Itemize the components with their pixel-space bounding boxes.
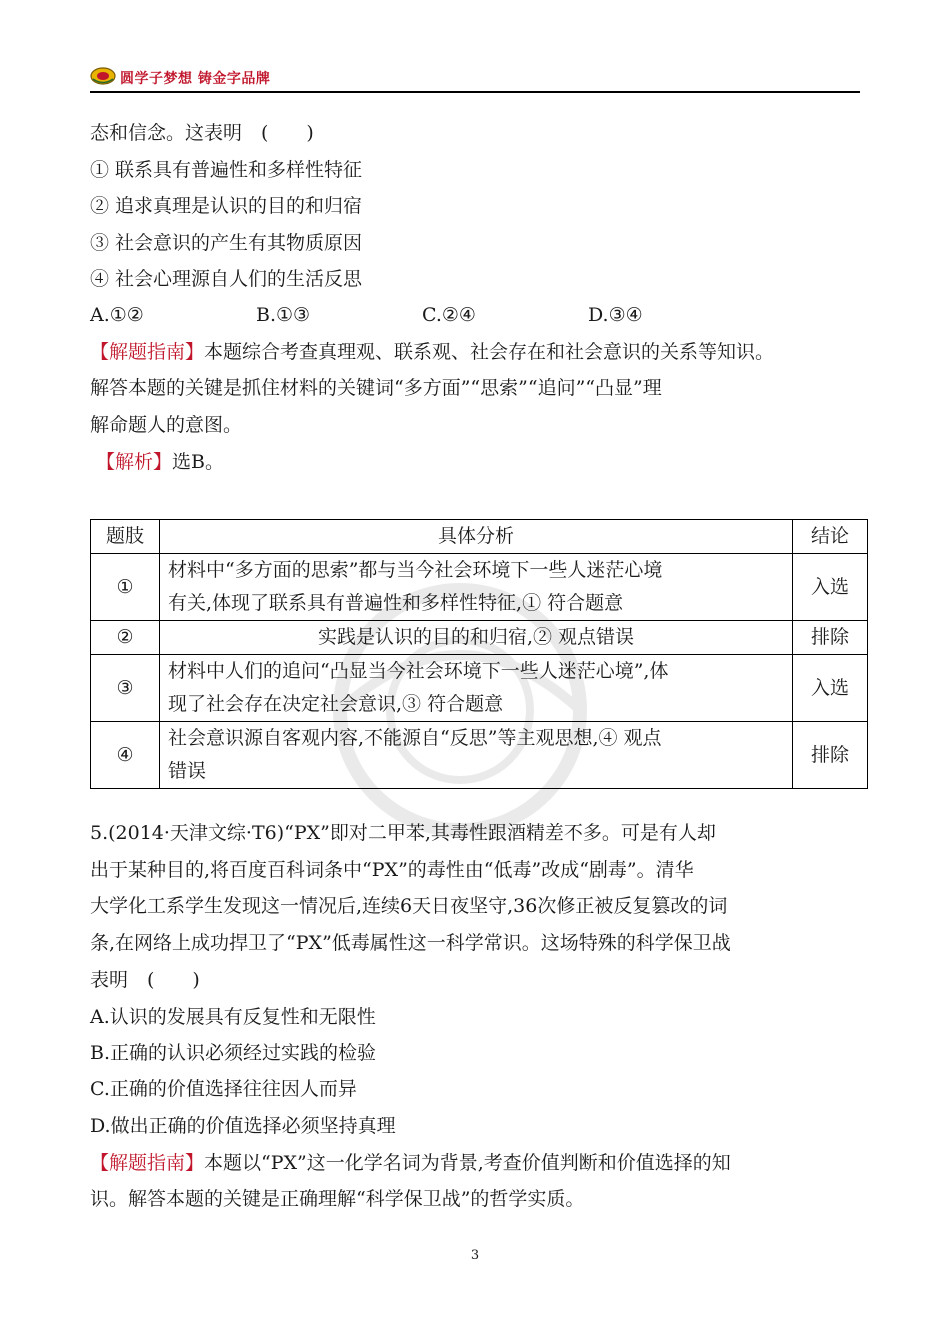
row-result: 入选 xyxy=(793,655,868,722)
q4-guide-text-1: 本题综合考查真理观、联系观、社会存在和社会意识的关系等知识。 xyxy=(204,341,775,363)
q4-item-3: ③ 社会意识的产生有其物质原因 xyxy=(90,232,363,254)
q5-option-c: C.正确的价值选择往往因人而异 xyxy=(90,1078,357,1100)
q5-stem-line-3: 大学化工系学生发现这一情况后,连续6天日夜坚守,36次修正被反复篡改的词 xyxy=(90,895,728,917)
q5-guide-line-1 xyxy=(90,1150,731,1176)
q5-option-d: D.做出正确的价值选择必须坚持真理 xyxy=(90,1115,396,1137)
row-id: ③ xyxy=(91,655,160,722)
row-analysis xyxy=(160,655,793,722)
table-row xyxy=(91,554,868,621)
q5-stem-line-4: 条,在网络上成功捍卫了“PX”低毒属性这一科学常识。这场特殊的科学保卫战 xyxy=(90,932,731,954)
table-header-row xyxy=(91,520,868,554)
header-rule xyxy=(90,91,860,93)
q4-guide-line-2: 解答本题的关键是抓住材料的关键词“多方面”“思索”“追问”“凸显”理 xyxy=(90,377,662,399)
row-analysis-line: 实践是认识的目的和归宿,② 观点错误 xyxy=(317,626,635,648)
q4-item-1: ① 联系具有普遍性和多样性特征 xyxy=(90,159,363,181)
q4-item-2: ② 追求真理是认识的目的和归宿 xyxy=(90,195,363,217)
logo-icon xyxy=(90,66,116,86)
q4-option-a: A.①② xyxy=(90,304,144,326)
q5-guide-text-1: 本题以“PX”这一化学名词为背景,考查价值判断和价值选择的知 xyxy=(204,1152,731,1174)
row-result: 排除 xyxy=(793,722,868,789)
q4-stem-end: 态和信念。这表明 ( ) xyxy=(90,122,314,144)
row-analysis-line: 材料中“多方面的思索”都与当今社会环境下一些人迷茫心境 xyxy=(168,559,663,581)
table-row xyxy=(91,621,868,655)
table-row xyxy=(91,722,868,789)
q4-analysis-text: 选B。 xyxy=(172,451,224,473)
row-id: ② xyxy=(91,621,160,655)
header-cell-result: 结论 xyxy=(793,520,868,554)
q5-stem-line-2: 出于某种目的,将百度百科词条中“PX”的毒性由“低毒”改成“剧毒”。清华 xyxy=(90,859,694,881)
q4-guide-line-3: 解命题人的意图。 xyxy=(90,414,243,436)
q4-guide-tag: 【解题指南】 xyxy=(90,341,205,363)
row-analysis xyxy=(160,554,793,621)
q4-guide-line-1 xyxy=(90,339,774,365)
row-id: ④ xyxy=(91,722,160,789)
q4-analysis-tag: 【解析】 xyxy=(96,451,173,473)
row-result: 排除 xyxy=(793,621,868,655)
q5-guide-tag: 【解题指南】 xyxy=(90,1152,205,1174)
q4-options xyxy=(90,302,643,328)
row-analysis-line: 材料中人们的追问“凸显当今社会环境下一些人迷茫心境”,体 xyxy=(168,660,669,682)
q5-stem-line-1: 5.(2014·天津文综·T6)“PX”即对二甲苯,其毒性跟酒精差不多。可是有人却 xyxy=(90,822,716,844)
q4-option-b: B.①③ xyxy=(256,304,311,326)
q4-option-d: D.③④ xyxy=(588,304,643,326)
q5-option-a: A.认识的发展具有反复性和无限性 xyxy=(90,1006,376,1028)
page-header xyxy=(90,66,860,94)
row-analysis xyxy=(160,621,793,655)
q4-analysis xyxy=(96,449,224,475)
page-number: 3 xyxy=(470,1248,480,1263)
header-cell-item: 题肢 xyxy=(91,520,160,554)
q5-guide-line-2: 识。解答本题的关键是正确理解“科学保卫战”的哲学实质。 xyxy=(90,1188,585,1210)
q5-stem-line-5: 表明 ( ) xyxy=(90,969,200,991)
q4-item-4: ④ 社会心理源自人们的生活反思 xyxy=(90,268,363,290)
header-cell-analysis: 具体分析 xyxy=(160,520,793,554)
row-analysis-line: 社会意识源自客观内容,不能源自“反思”等主观思想,④ 观点 xyxy=(168,727,662,749)
row-analysis-line: 有关,体现了联系具有普遍性和多样性特征,① 符合题意 xyxy=(168,592,624,614)
row-analysis-line: 错误 xyxy=(168,760,207,782)
row-id: ① xyxy=(91,554,160,621)
row-analysis xyxy=(160,722,793,789)
q4-option-c: C.②④ xyxy=(422,304,476,326)
header-slogan: 圆学子梦想 铸金字品牌 xyxy=(120,71,271,87)
table-row xyxy=(91,655,868,722)
q5-option-b: B.正确的认识必须经过实践的检验 xyxy=(90,1042,377,1064)
row-result: 入选 xyxy=(793,554,868,621)
row-analysis-line: 现了社会存在决定社会意识,③ 符合题意 xyxy=(168,693,504,715)
analysis-table xyxy=(90,519,868,789)
